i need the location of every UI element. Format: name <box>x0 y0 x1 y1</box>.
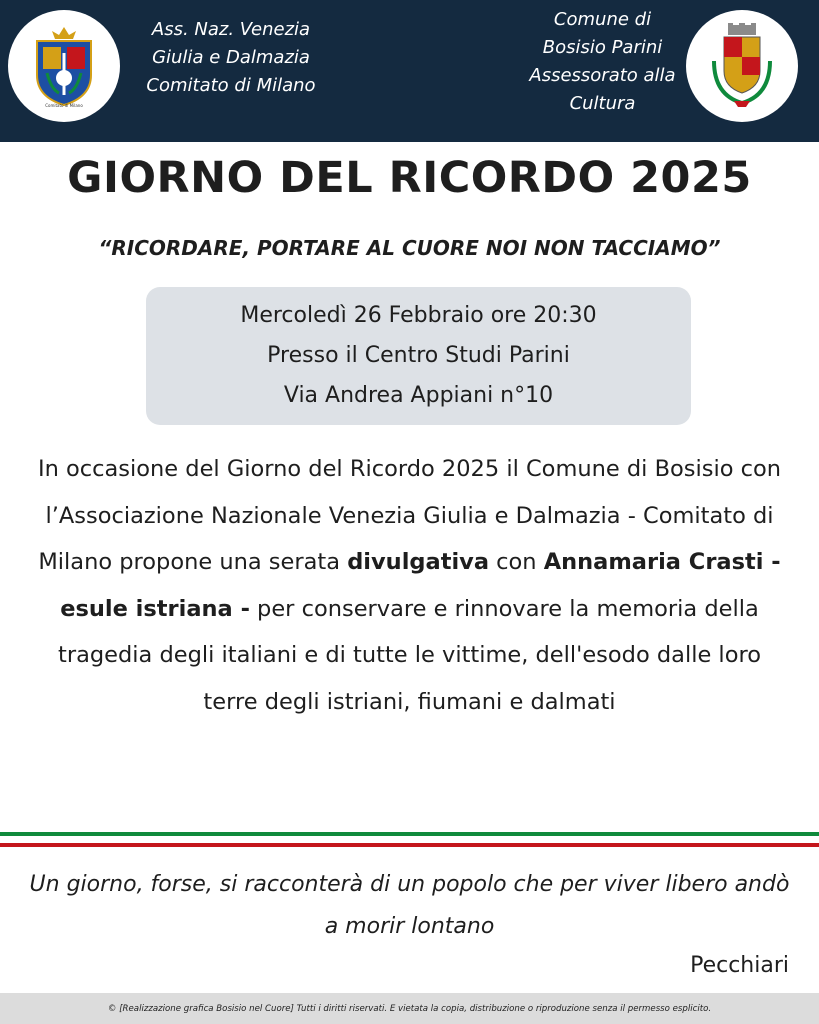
flag-stripe-white <box>0 836 819 839</box>
logo-caption: Comitato di Milano <box>45 103 83 108</box>
association-logo <box>8 10 120 122</box>
copyright-text: © [Realizzazione grafica Bosisio nel Cuore] Tutti i diritti riservati. E vietata la copia, distribuzione o riproduzione senza il permesso esplicito. <box>107 1003 712 1014</box>
header-banner <box>0 0 819 142</box>
description-part-3: per conservare e rinnovare la memoria della tragedia degli italiani e di tutte le vittime, dell'esodo dalle loro terre degli istriani, fiumani e dalmati <box>58 595 761 715</box>
shield-crest-icon <box>29 23 99 109</box>
speaker-name: Annamaria Crasti - esule istriana - <box>60 549 781 622</box>
copyright-footer <box>0 993 819 1024</box>
quote-text: Un giorno, forse, si racconterà di un popolo che per viver libero andò a morir lontano <box>29 872 790 939</box>
municipality-logo <box>686 10 798 122</box>
coat-of-arms-icon <box>704 21 780 111</box>
description-emphasis-1: divulgativa <box>347 549 490 575</box>
association-name: Ass. Naz. Venezia Giulia e Dalmazia Comitato di Milano <box>146 19 316 96</box>
description-part-1: In occasione del Giorno del Ricordo 2025 il Comune di Bosisio con l’Associazione Nazionale Venezia Giulia e Dalmazia - Comitato di Milano propone una serata <box>37 456 782 575</box>
page-title: GIORNO DEL RICORDO 2025 <box>67 153 752 203</box>
quote-author: Pecchiari <box>690 953 789 978</box>
motto: “RICORDARE, PORTARE AL CUORE NOI NON TACCIAMO” <box>98 236 721 260</box>
event-address: Via Andrea Appiani n°10 <box>283 383 554 408</box>
description-part-2: con <box>489 549 544 575</box>
event-date-time: Mercoledì 26 Febbraio ore 20:30 <box>240 303 597 328</box>
event-venue: Presso il Centro Studi Parini <box>267 343 570 368</box>
event-info-box <box>146 287 691 425</box>
municipality-name: Comune di Bosisio Parini Assessorato alla Cultura <box>529 9 676 114</box>
flag-stripe-red <box>0 843 819 847</box>
event-description <box>30 446 789 725</box>
